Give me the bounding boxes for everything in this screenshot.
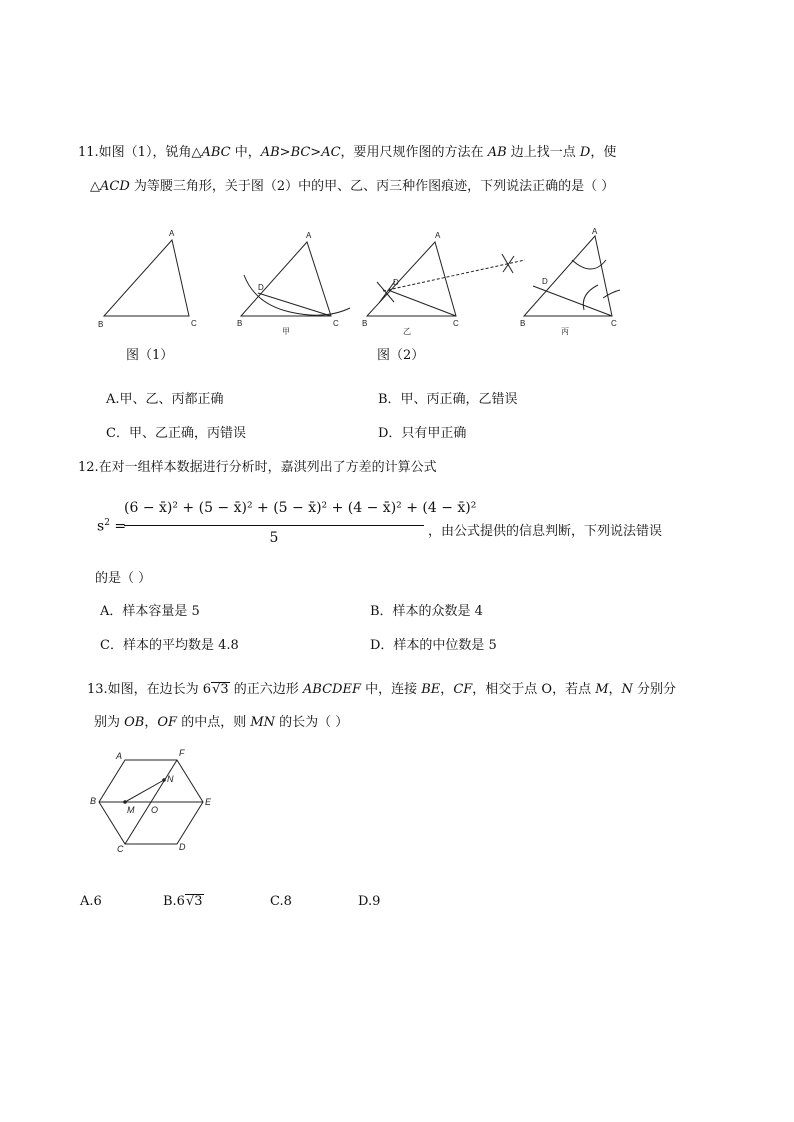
- q11-option-d: D．只有甲正确: [378, 426, 467, 441]
- yi-label-d: D: [393, 278, 399, 287]
- yi-label-c: C: [453, 319, 459, 328]
- bing-label-d: D: [542, 277, 548, 286]
- q12-option-b: B．样本的众数是 4: [370, 604, 483, 619]
- jia-label-c: C: [333, 319, 339, 328]
- hex-label-c: C: [117, 844, 124, 854]
- bing-caption: 丙: [561, 327, 569, 336]
- q13-line2: 别为 OB，OF 的中点，则 MN 的长为（ ）: [94, 715, 349, 730]
- hex-label-n: N: [167, 774, 174, 784]
- sqrt-3-option: √3: [185, 894, 203, 909]
- sqrt-3: √3: [212, 682, 229, 697]
- fig1-caption: 图（1）: [126, 348, 174, 363]
- q11-line1: 11.如图（1），锐角△ABC 中，AB>BC>AC，要用尺规作图的方法在 AB 边上找一点 D，使: [78, 145, 617, 160]
- q11-figures: [0, 220, 794, 390]
- q11-option-b: B．甲、丙正确，乙错误: [378, 392, 518, 407]
- q13-option-b: B.6√3: [163, 894, 203, 909]
- fig1-triangle: [104, 240, 189, 316]
- hex-label-a: A: [116, 751, 123, 761]
- yi-label-a: A: [435, 231, 441, 240]
- q11-option-a: A.甲、乙、丙都正确: [106, 392, 224, 407]
- q12-numerator: (6 − x̄)² + (5 − x̄)² + (5 − x̄)² + (4 − x̄)² + (4 − x̄)²: [124, 500, 477, 516]
- q12-line3: 的是（ ）: [95, 571, 152, 586]
- bing-label-c: C: [611, 319, 617, 328]
- point-n: [162, 778, 166, 782]
- q11-option-c: C．甲、乙正确，丙错误: [106, 426, 246, 441]
- q12-option-a: A．样本容量是 5: [100, 604, 200, 619]
- fig1-label-a: A: [169, 229, 175, 238]
- q12-line1: 12.在对一组样本数据进行分析时，嘉淇列出了方差的计算公式: [78, 460, 437, 475]
- q12-option-c: C．样本的平均数是 4.8: [100, 638, 239, 653]
- hex-label-f: F: [179, 748, 185, 758]
- point-m: [123, 800, 127, 804]
- q13-option-d: D.9: [358, 894, 381, 909]
- q13-hexagon-figure: [85, 742, 245, 862]
- fig1-label-b: B: [98, 320, 104, 329]
- jia-label-d: D: [258, 283, 264, 292]
- fig-bing-segment: [533, 286, 612, 316]
- fig2-caption: 图（2）: [377, 348, 425, 363]
- yi-label-b: B: [362, 319, 368, 328]
- bing-label-a: A: [592, 227, 598, 236]
- q13-line1: 13.如图，在边长为 6√3 的正六边形 ABCDEF 中，连接 BE，CF，相交于点 O，若点 M，N 分别分: [87, 682, 677, 697]
- q13-option-a: A.6: [80, 894, 102, 909]
- q12-option-d: D．样本的中位数是 5: [370, 638, 497, 653]
- jia-caption: 甲: [282, 327, 290, 336]
- hex-label-d: D: [179, 842, 186, 852]
- q12-denominator: 5: [269, 530, 279, 546]
- fig-jia-triangle: [241, 242, 331, 316]
- fig-yi-triangle: [367, 242, 456, 316]
- hex-label-e: E: [205, 797, 212, 807]
- jia-label-b: B: [237, 319, 243, 328]
- fig-yi-segment-cd: [388, 290, 456, 316]
- yi-caption: 乙: [403, 327, 411, 336]
- fig-bing-triangle: [524, 236, 612, 316]
- fig1-label-c: C: [191, 319, 197, 328]
- q12-variance-lhs: $s^2$ =: [97, 518, 127, 535]
- q12-fraction-bar: [124, 525, 424, 526]
- fig-yi-mark2: [502, 254, 514, 273]
- q11-line2: △ACD 为等腰三角形，关于图（2）中的甲、乙、丙三种作图痕迹，下列说法正确的是（ ）: [90, 179, 615, 194]
- q12-line2-tail: ，由公式提供的信息判断，下列说法错误: [428, 524, 663, 539]
- hex-label-b: B: [90, 796, 97, 806]
- bing-label-b: B: [520, 319, 526, 328]
- fig-bing-arc-right: [583, 285, 620, 310]
- q13-option-c: C.8: [270, 894, 292, 909]
- jia-label-a: A: [306, 231, 312, 240]
- hex-label-m: M: [127, 805, 135, 815]
- hex-label-o: O: [151, 805, 159, 815]
